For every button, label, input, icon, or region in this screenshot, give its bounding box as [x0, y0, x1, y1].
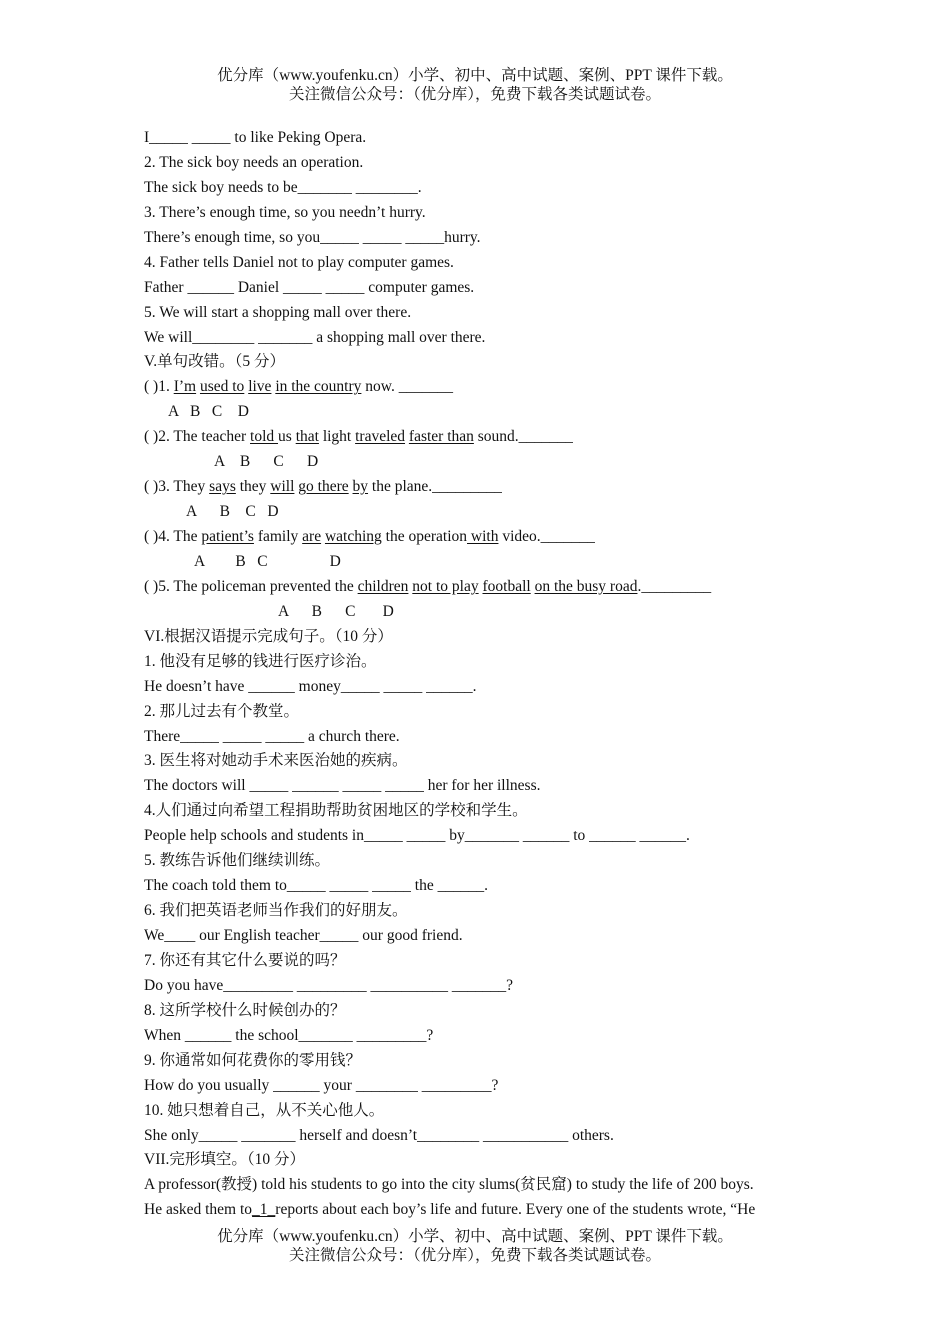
option-d: on the busy road — [534, 577, 638, 595]
text-line: 10. 她只想着自己，从不关心他人。 — [144, 1101, 385, 1119]
option-c: traveled — [355, 428, 406, 446]
section-heading: VII.完形填空。（10 分） — [144, 1151, 306, 1169]
text-line: He doesn’t have ______ money_____ _____ ______. — [144, 677, 477, 695]
page-footer — [0, 1227, 950, 1265]
error-item-1 — [144, 375, 824, 400]
option-a: I’m — [173, 378, 197, 396]
text-line: 8. 这所学校什么时候创办的？ — [144, 1001, 346, 1019]
footer-line-1: 优分库（www.youfenku.cn）小学、初中、高中试题、案例、PPT 课件下载。 — [217, 1228, 733, 1245]
error-item-4 — [144, 525, 824, 550]
item-text: reports about each boy’s life and future. Every one of the students wrote, “He — [275, 1201, 756, 1219]
text-line: Father ______ Daniel _____ _____ computer games. — [144, 278, 475, 296]
option-c: go there — [298, 478, 349, 496]
text-line: A professor(教授) told his students to go into the city slums(贫民窟) to study the life of 200 boys. — [144, 1176, 754, 1194]
item-text: sound._______ — [473, 428, 573, 446]
text-line: 3. 医生将对她动手术来医治她的疾病。 — [144, 752, 408, 770]
text-line: People help schools and students in_____ _____ by_______ ______ to ______ ______. — [144, 827, 690, 845]
blank-number: _1_ — [252, 1201, 276, 1219]
text-line: 1. 他没有足够的钱进行医疗诊治。 — [144, 652, 377, 670]
item-text: ( )5. The policeman prevented the — [144, 577, 358, 595]
text-line: Do you have_________ _________ __________ _______? — [144, 976, 513, 994]
item-text: video._______ — [498, 528, 595, 545]
text-line: She only_____ _______ herself and doesn’t________ ___________ others. — [144, 1126, 614, 1144]
option-c: live — [248, 378, 272, 396]
item-text: the plane._________ — [368, 478, 502, 496]
text-line: 7. 你还有其它什么要说的吗？ — [144, 951, 346, 969]
option-b: used to — [199, 378, 245, 396]
option-letters: A B C D — [278, 602, 394, 620]
error-item-2 — [144, 425, 824, 450]
option-a: children — [357, 577, 409, 595]
option-d: in the country — [275, 378, 362, 396]
option-b: are — [302, 528, 322, 545]
text-line: 9. 你通常如何花费你的零用钱？ — [144, 1051, 362, 1069]
option-letters: A B C D — [214, 453, 319, 471]
text-line: 5. 教练告诉他们继续训练。 — [144, 852, 331, 870]
text-line: How do you usually ______ your ________ _________? — [144, 1076, 499, 1094]
option-a: says — [209, 478, 236, 496]
option-d: with — [467, 528, 499, 545]
text-line: The sick boy needs to be_______ ________. — [144, 178, 422, 196]
text-line: 6. 我们把英语老师当作我们的好朋友。 — [144, 902, 408, 920]
item-text: the operation — [381, 528, 468, 545]
item-text: us — [278, 428, 296, 446]
option-b: not to play — [412, 577, 479, 595]
item-text: family — [253, 528, 303, 545]
text-line: 5. We will start a shopping mall over there. — [144, 303, 412, 321]
section-heading: VI.根据汉语提示完成句子。（10 分） — [144, 627, 393, 645]
header-line-2: 关注微信公众号：（优分库），免费下载各类试题试卷。 — [288, 86, 661, 103]
page-header — [0, 66, 950, 104]
text-line: There’s enough time, so you_____ _____ _____hurry. — [144, 228, 481, 246]
text-line: We____ our English teacher_____ our good friend. — [144, 927, 463, 944]
option-c: watching — [324, 528, 382, 545]
item-text: now. _______ — [361, 378, 453, 396]
item-text: ( )1. — [144, 378, 174, 396]
header-line-1: 优分库（www.youfenku.cn）小学、初中、高中试题、案例、PPT 课件下载。 — [217, 67, 733, 84]
text-line: When ______ the school_______ _________? — [144, 1026, 434, 1044]
item-text: light — [318, 428, 356, 446]
item-text: ( )3. They — [144, 478, 210, 496]
option-b: will — [270, 478, 295, 496]
section-heading: V.单句改错。（5 分） — [144, 353, 285, 371]
text-line: There_____ _____ _____ a church there. — [144, 727, 400, 745]
option-c: football — [482, 577, 531, 595]
option-letters: A B C D — [194, 552, 341, 570]
error-item-3 — [144, 475, 824, 500]
text-line: 4.人们通过向希望工程捐助帮助贫困地区的学校和学生。 — [144, 802, 528, 820]
text-line — [144, 1198, 824, 1223]
text-line: 4. Father tells Daniel not to play computer games. — [144, 253, 454, 271]
text-line: 2. The sick boy needs an operation. — [144, 153, 364, 171]
text-line: 2. 那儿过去有个教堂。 — [144, 702, 300, 720]
text-line: The coach told them to_____ _____ _____ the ______. — [144, 877, 488, 895]
footer-line-2: 关注微信公众号：（优分库），免费下载各类试题试卷。 — [288, 1247, 661, 1264]
item-text: He asked them to — [144, 1201, 253, 1219]
option-d: faster than — [408, 428, 474, 446]
error-item-5 — [144, 575, 824, 600]
item-text: ._________ — [637, 577, 712, 595]
text-line: 3. There’s enough time, so you needn’t hurry. — [144, 203, 426, 221]
text-line: We will________ _______ a shopping mall over there. — [144, 328, 486, 346]
option-letters: A B C D — [186, 503, 279, 521]
item-text: they — [235, 478, 271, 496]
text-line: The doctors will _____ ______ _____ _____ her for her illness. — [144, 777, 541, 795]
option-a: told — [250, 428, 279, 446]
item-text: ( )4. The — [144, 528, 202, 545]
option-d: by — [352, 478, 369, 496]
option-b: that — [295, 428, 319, 446]
worksheet-body — [144, 126, 824, 1223]
item-text: ( )2. The teacher — [144, 428, 251, 446]
text-line: I_____ _____ to like Peking Opera. — [144, 129, 367, 146]
option-a: patient’s — [201, 528, 254, 545]
option-letters: A B C D — [168, 403, 249, 421]
